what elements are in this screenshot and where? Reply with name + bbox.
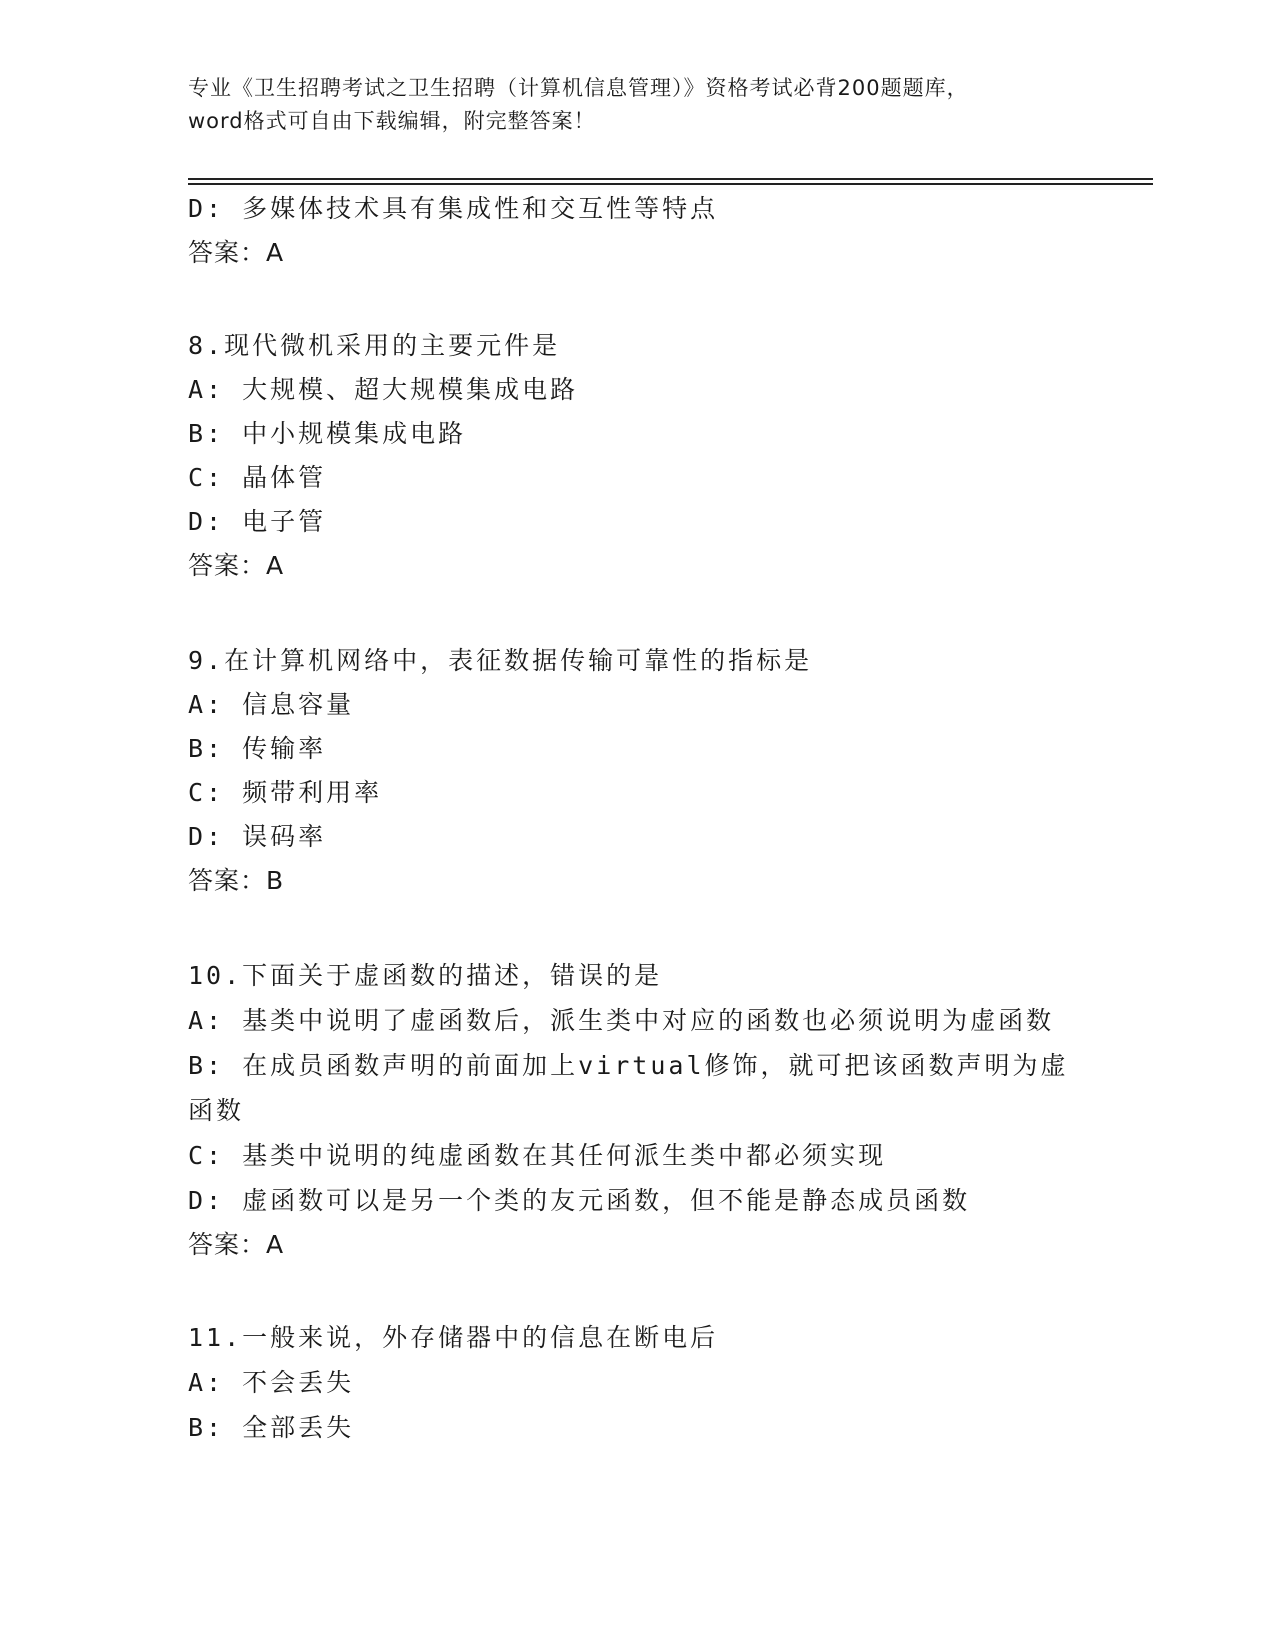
q11-question: 11.一般来说，外存储器中的信息在断电后: [188, 1323, 719, 1352]
document-header: [188, 72, 1088, 138]
q7-answer: 答案：A: [188, 238, 285, 267]
q10-option-b-line-1: B: 在成员函数声明的前面加上virtual修饰，就可把该函数声明为虚: [188, 1051, 1069, 1080]
q8-question: 8.现代微机采用的主要元件是: [188, 331, 561, 360]
q8-answer: 答案：A: [188, 551, 285, 580]
q10-option-d: D: 虚函数可以是另一个类的友元函数，但不能是静态成员函数: [188, 1186, 971, 1215]
q11-option-b: B: 全部丢失: [188, 1413, 355, 1442]
header-divider-bottom: [188, 183, 1153, 185]
q10-option-a: A: 基类中说明了虚函数后，派生类中对应的函数也必须说明为虚函数: [188, 1006, 1055, 1035]
q9-option-d: D: 误码率: [188, 822, 327, 851]
q11-option-a: A: 不会丢失: [188, 1368, 355, 1397]
q7-option-d: D: 多媒体技术具有集成性和交互性等特点: [188, 194, 719, 223]
q10-option-b-line-2: 函数: [188, 1096, 245, 1125]
q8-option-c: C: 晶体管: [188, 463, 327, 492]
q9-question: 9.在计算机网络中，表征数据传输可靠性的指标是: [188, 646, 813, 675]
q9-option-b: B: 传输率: [188, 734, 327, 763]
q8-option-b: B: 中小规模集成电路: [188, 419, 467, 448]
q8-option-a: A: 大规模、超大规模集成电路: [188, 375, 579, 404]
q10-answer: 答案：A: [188, 1230, 285, 1259]
q9-option-a: A: 信息容量: [188, 690, 355, 719]
q10-option-c: C: 基类中说明的纯虚函数在其任何派生类中都必须实现: [188, 1141, 887, 1170]
header-line-1: 专业《卫生招聘考试之卫生招聘（计算机信息管理）》资格考试必背200题题库，: [188, 76, 969, 100]
q9-answer: 答案：B: [188, 866, 285, 895]
q9-option-c: C: 频带利用率: [188, 778, 383, 807]
header-divider-top: [188, 178, 1153, 180]
header-line-2: word格式可自由下载编辑，附完整答案！: [188, 109, 596, 133]
q8-option-d: D: 电子管: [188, 507, 327, 536]
q10-question: 10.下面关于虚函数的描述，错误的是: [188, 961, 663, 990]
